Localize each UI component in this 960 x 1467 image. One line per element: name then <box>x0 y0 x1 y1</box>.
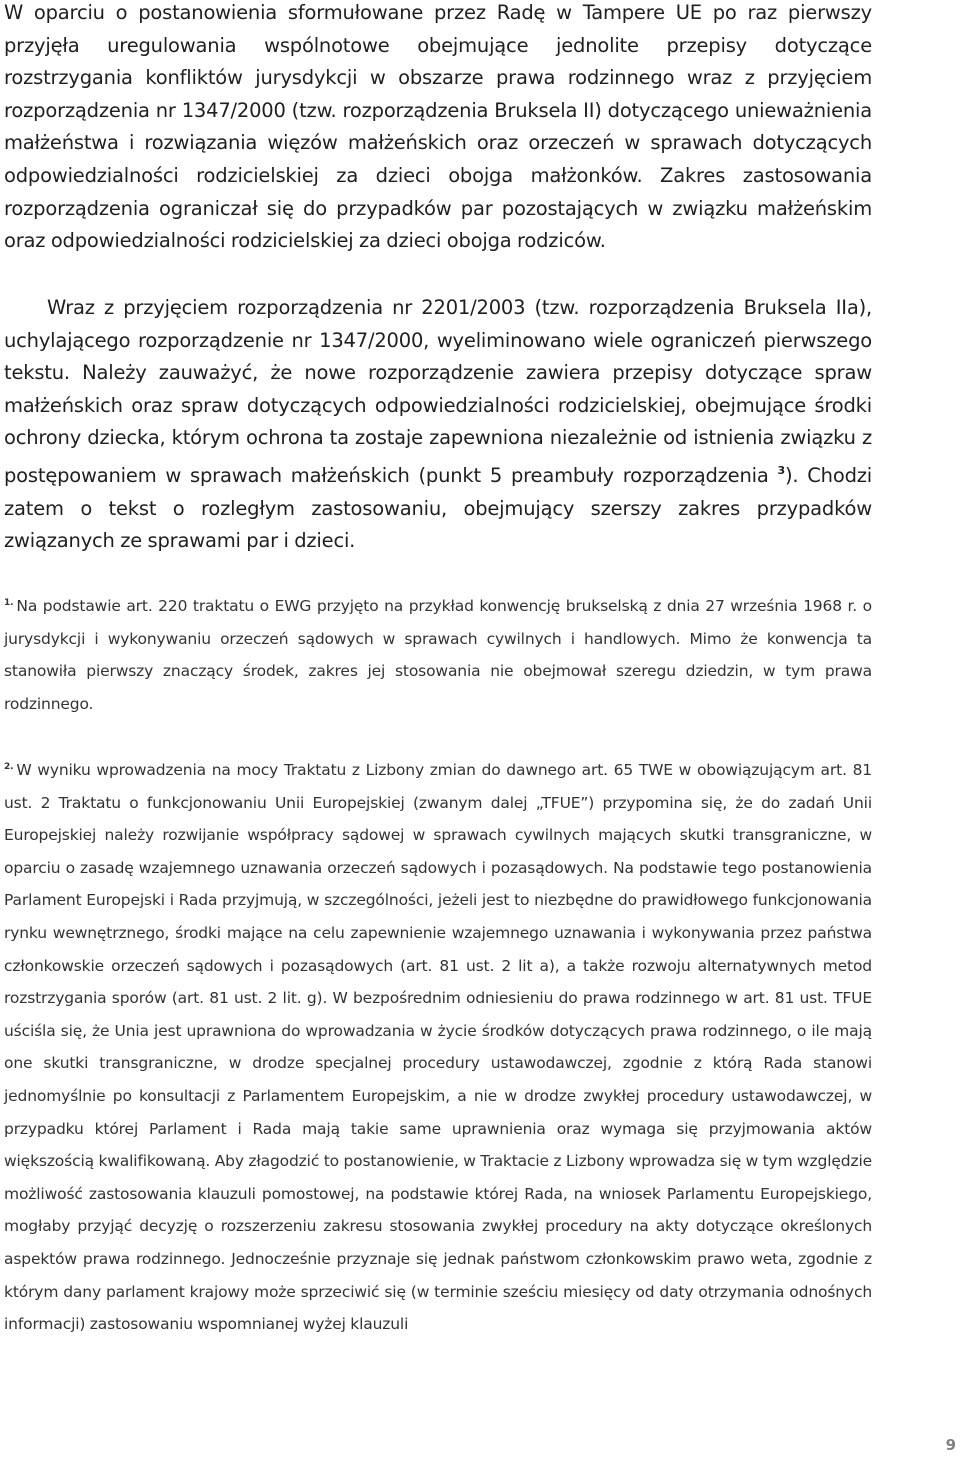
paragraph-2-text-after: ). Chodzi zatem o tekst o rozległym zastosowaniu, obejmujący szerszy zakres przypadków związanych ze sprawami par i dzieci. <box>4 463 873 553</box>
body-paragraph-1 <box>4 0 872 258</box>
footnote-reference-3: 3 <box>777 463 785 477</box>
footnote-1 <box>4 587 872 720</box>
paragraph-1-text: W oparciu o postanowienia sformułowane przez Radę w Tampere UE po raz pierwszy przyjęła uregulowania wspólnotowe obejmujące jednolite przepisy dotyczące rozstrzygania konfliktów jurysdykcji w obszarze prawa rodzinnego wraz z przyjęciem rozporządzenia nr 1347/2000 (tzw. rozporządzenia Bruksela II) dotyczącego unieważnienia małżeństwa i rozwiązania więzów małżeńskich oraz orzeczeń w sprawach dotyczących odpowiedzialności rodzicielskiej za dzieci obojga małżonków. Zakres zastosowania rozporządzenia ograniczał się do przypadków par pozostających w związku małżeńskim oraz odpowiedzialności rodzicielskiej za dzieci obojga rodziców. <box>4 1 872 253</box>
footnote-1-text: Na podstawie art. 220 traktatu o EWG przyjęto na przykład konwencję brukselską z dnia 27 września 1968 r. o jurysdykcji i wykonywaniu orzeczeń sądowych w sprawach cywilnych i handlowych. Mimo że konwencja ta stanowiła pierwszy znaczący środek, zakres jej stosowania nie obejmował szeregu dziedzin, w tym prawa rodzinnego. <box>4 597 872 713</box>
footnote-1-number: 1. <box>4 598 14 608</box>
footnote-2 <box>4 751 872 1341</box>
paragraph-2-text-before: Wraz z przyjęciem rozporządzenia nr 2201/2003 (tzw. rozporządzenia Bruksela IIa), uchylającego rozporządzenie nr 1347/2000, wyeliminowano wiele ograniczeń pierwszego tekstu. Należy zauważyć, że nowe rozporządzenie zawiera przepisy dotyczące spraw małżeńskich oraz spraw dotyczących odpowiedzialności rodzicielskiej, obejmujące środki ochrony dziecka, którym ochrona ta zostaje zapewniona niezależnie od istnienia związku z postępowaniem w sprawach małżeńskich (punkt 5 preambuły rozporządzenia <box>4 296 872 487</box>
footnote-2-number: 2. <box>4 762 14 772</box>
body-paragraph-2 <box>4 292 872 558</box>
page-number: 9 <box>945 1436 956 1454</box>
footnote-2-text: W wyniku wprowadzenia na mocy Traktatu z Lizbony zmian do dawnego art. 65 TWE w obowiązującym art. 81 ust. 2 Traktatu o funkcjonowaniu Unii Europejskiej (zwanym dalej „TFUE”) przypomina się, że do zadań Unii Europejskiej należy rozwijanie współpracy sądowej w sprawach cywilnych mających skutki transgraniczne, w oparciu o zasadę wzajemnego uznawania orzeczeń sądowych i pozasądowych. Na podstawie tego postanowienia Parlament Europejski i Rada przyjmują, w szczególności, jeżeli jest to niezbędne do prawidłowego funkcjonowania rynku wewnętrznego, środki mające na celu zapewnienie wzajemnego uznawania i wykonywania przez państwa członkowskie orzeczeń sądowych i pozasądowych (art. 81 ust. 2 lit a), a także rozwoju alternatywnych metod rozstrzygania sporów (art. 81 ust. 2 lit. g). W bezpośrednim odniesieniu do prawa rodzinnego w art. 81 ust. TFUE uściśla się, że Unia jest uprawniona do wprowadzania w życie środków dotyczących prawa rodzinnego, o ile mają one skutki transgraniczne, w drodze specjalnej procedury ustawodawczej, zgodnie z którą Rada stanowi jednomyślnie po konsultacji z Parlamentem Europejskim, a nie w drodze zwykłej procedury ustawodawczej, w przypadku której Parlament i Rada mają takie same uprawnienia oraz wymaga się przyjmowania aktów większością kwalifikowaną. Aby złagodzić to postanowienie, w Traktacie z Lizbony wprowadza się w tym względzie możliwość zastosowania klauzuli pomostowej, na podstawie której Rada, na wniosek Parlamentu Europejskiego, mogłaby przyjąć decyzję o rozszerzeniu zakresu stosowania zwykłej procedury na akty dotyczące określonych aspektów prawa rodzinnego. Jednocześnie przyznaje się jednak państwom członkowskim prawo weta, zgodnie z którym dany parlament krajowy może sprzeciwić się (w terminie sześciu miesięcy od daty otrzymania odnośnych informacji) zastosowaniu wspomnianej wyżej klauzuli <box>4 761 872 1334</box>
